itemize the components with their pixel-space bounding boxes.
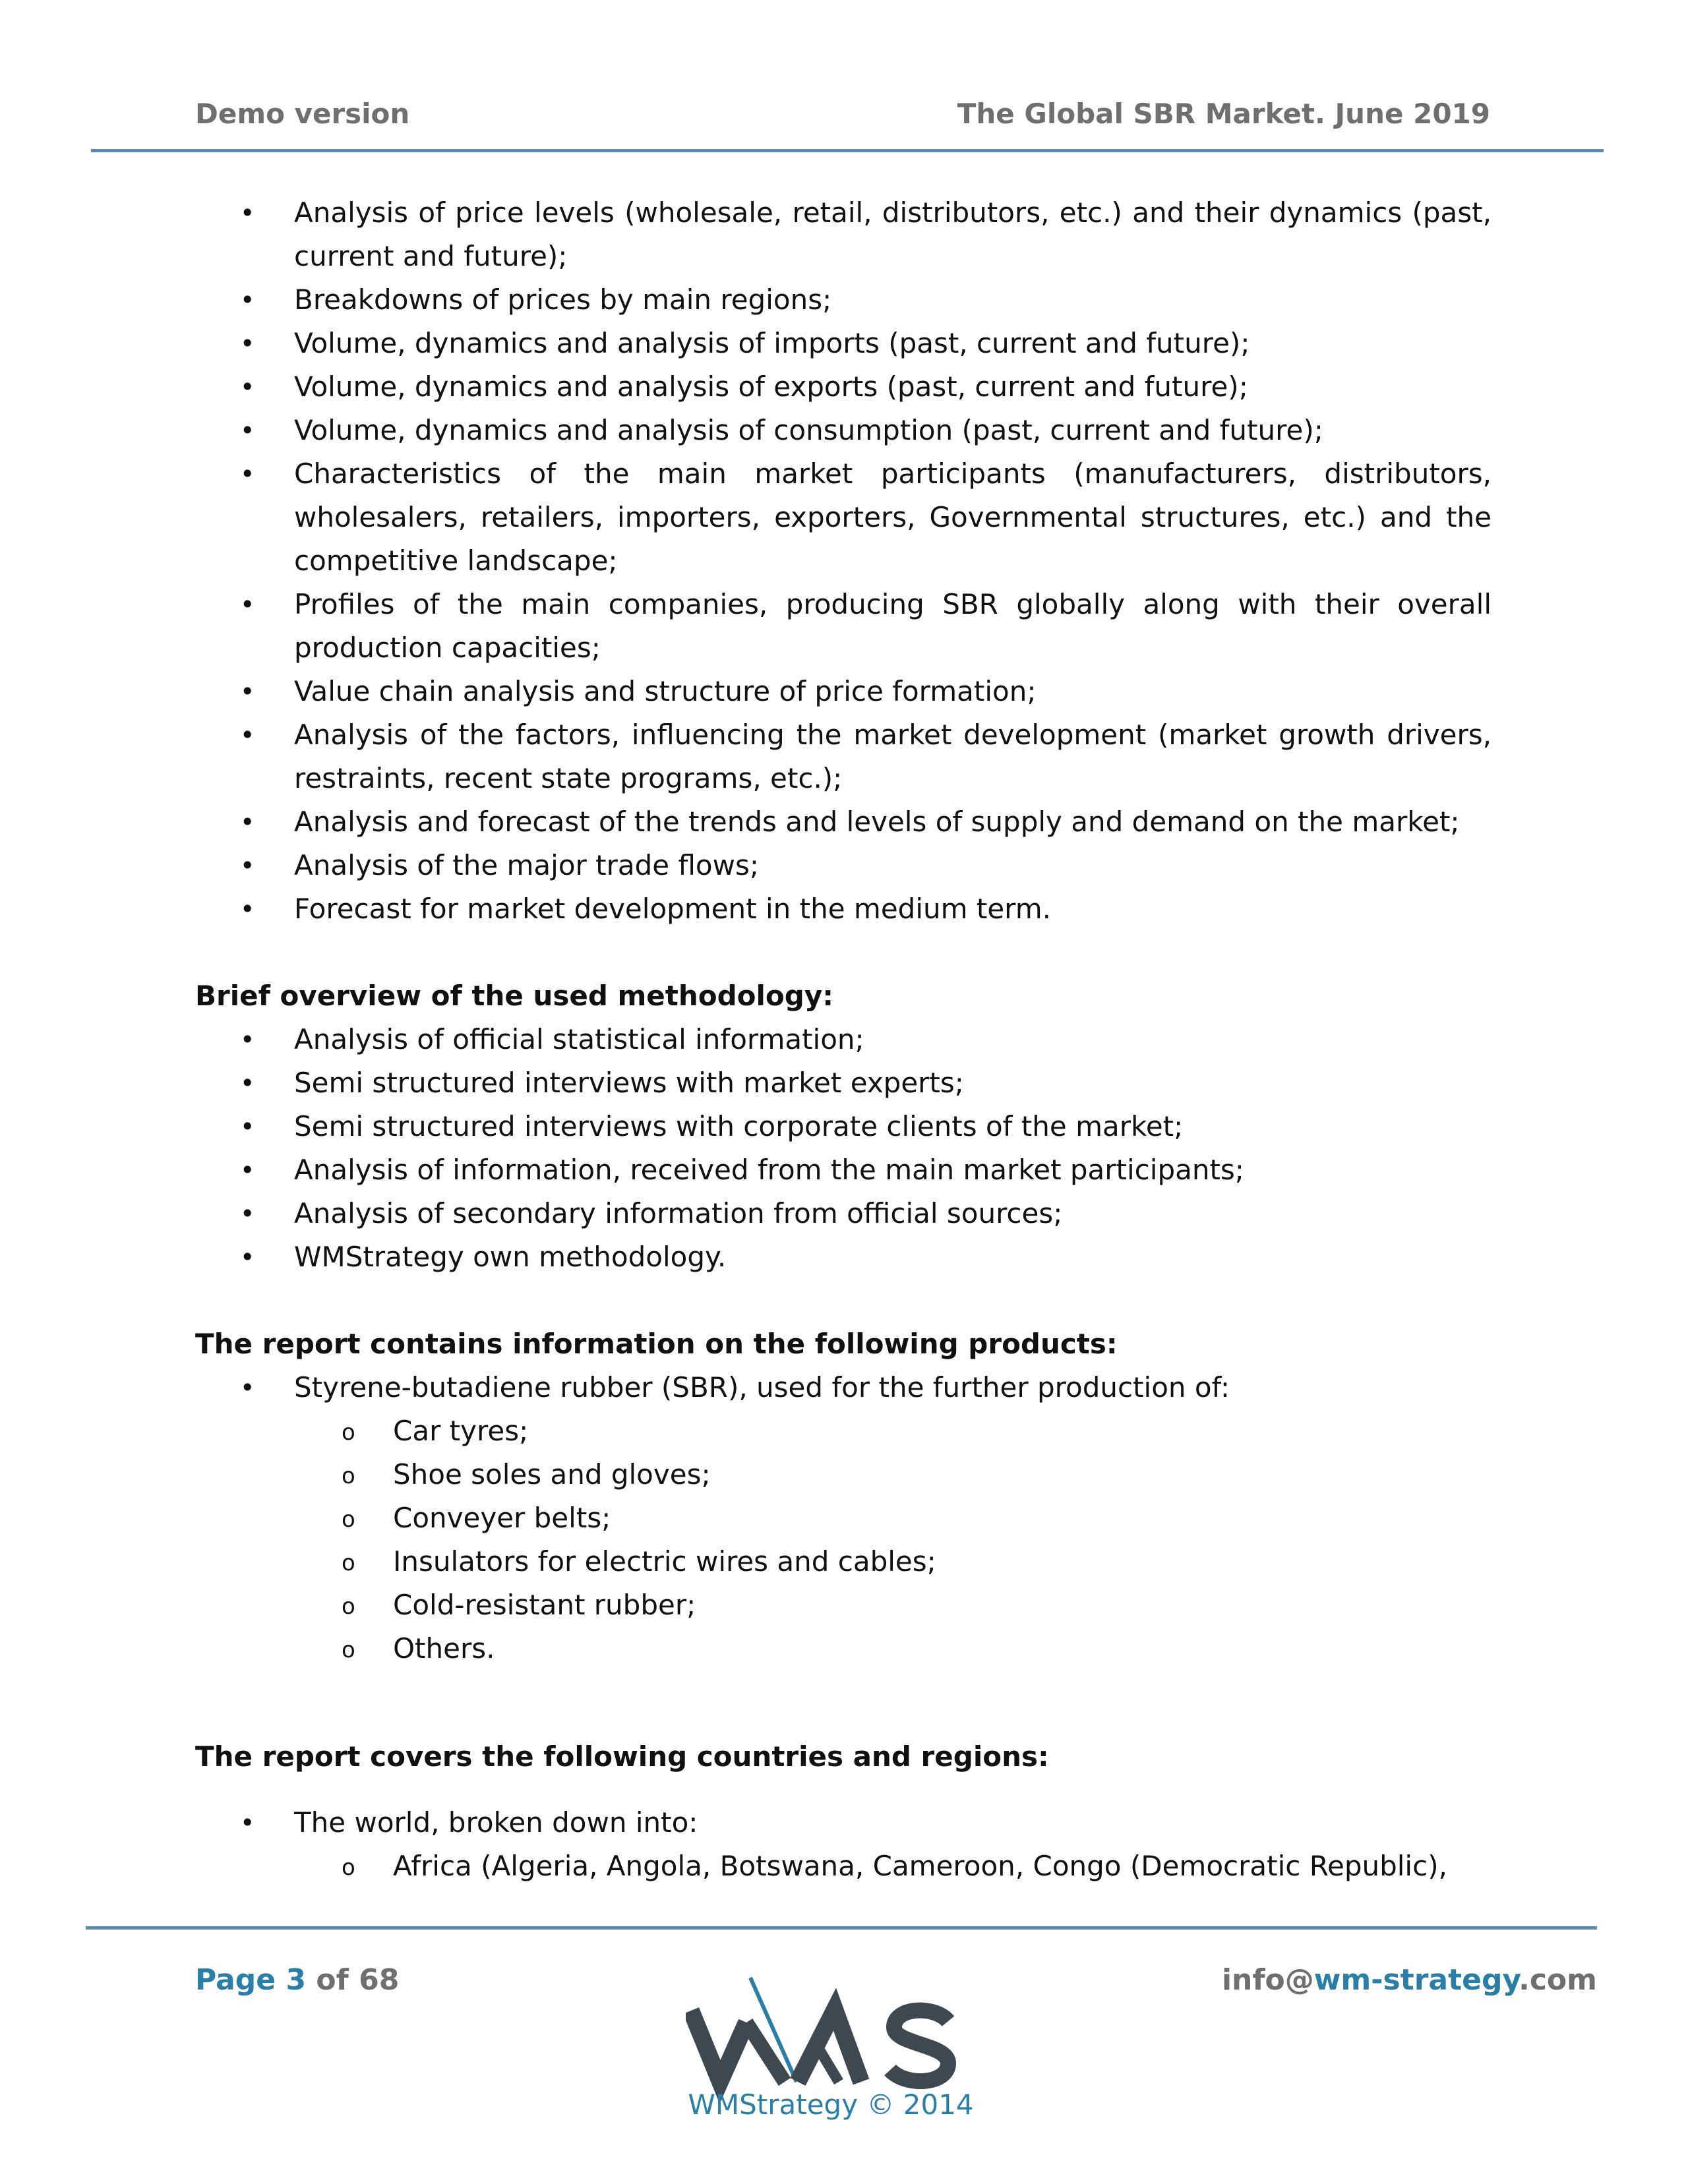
logo-caption: WMStrategy © 2014 <box>688 2088 974 2121</box>
regions-heading: The report covers the following countries and regions: <box>195 1740 1049 1773</box>
email-tld: .com <box>1519 1963 1597 1997</box>
list-item: • Volume, dynamics and analysis of consumption (past, current and future); <box>195 409 1492 452</box>
sub-list-item: o Insulators for electric wires and cables; <box>195 1540 1492 1583</box>
list-item: • Semi structured interviews with corporate clients of the market; <box>195 1105 1492 1148</box>
header-left-label: Demo version <box>195 98 410 130</box>
list-item: • Semi structured interviews with market experts; <box>195 1061 1492 1105</box>
footer-divider <box>86 1926 1597 1930</box>
list-item: • Analysis of secondary information from official sources; <box>195 1192 1492 1235</box>
page-word: Page <box>195 1963 276 1997</box>
list-item: • Analysis of official statistical information; <box>195 1018 1492 1061</box>
sub-list-item: o Cold-resistant rubber; <box>195 1583 1492 1627</box>
sub-list-item: o Car tyres; <box>195 1409 1492 1453</box>
list-item: • Volume, dynamics and analysis of exports (past, current and future); <box>195 365 1492 409</box>
email-domain: wm-strategy <box>1313 1963 1519 1997</box>
document-body <box>195 191 1492 1888</box>
wms-logo-icon <box>686 1971 963 2103</box>
page-total: of 68 <box>316 1963 400 1997</box>
sub-list-item: o Others. <box>195 1627 1492 1670</box>
list-item: • Characteristics of the main market participants (manufacturers, distributors, wholesalers, retailers, importers, exporters, Governmental structures, etc.) and the competitive landscape; <box>195 452 1492 583</box>
header-title: The Global SBR Market. June 2019 <box>957 98 1490 130</box>
list-item: • Analysis of information, received from the main market participants; <box>195 1148 1492 1192</box>
intro-bullet-list <box>195 191 1492 931</box>
sub-list-item: o Conveyer belts; <box>195 1496 1492 1540</box>
list-item: • Analysis of price levels (wholesale, retail, distributors, etc.) and their dynamics (past, current and future); <box>195 191 1492 278</box>
list-item: • The world, broken down into: <box>195 1801 1492 1845</box>
sub-list-item: o Africa (Algeria, Angola, Botswana, Cameroon, Congo (Democratic Republic), <box>195 1845 1492 1888</box>
products-list <box>195 1366 1492 1670</box>
page-number: 3 <box>286 1963 307 1997</box>
list-item: • Value chain analysis and structure of price formation; <box>195 670 1492 713</box>
products-heading: The report contains information on the following products: <box>195 1328 1118 1360</box>
list-item: • Profiles of the main companies, producing SBR globally along with their overall production capacities; <box>195 583 1492 670</box>
list-item: • Forecast for market development in the medium term. <box>195 887 1492 931</box>
page-counter <box>195 1963 399 1997</box>
list-item: • Volume, dynamics and analysis of imports (past, current and future); <box>195 322 1492 365</box>
list-item: • Breakdowns of prices by main regions; <box>195 278 1492 322</box>
regions-list <box>195 1801 1492 1888</box>
header-divider <box>91 149 1604 152</box>
contact-email[interactable] <box>1222 1963 1597 1997</box>
email-user: info@ <box>1221 1963 1314 1997</box>
list-item: • Analysis and forecast of the trends and levels of supply and demand on the market; <box>195 800 1492 844</box>
methodology-list <box>195 1018 1492 1279</box>
list-item: • WMStrategy own methodology. <box>195 1235 1492 1279</box>
list-item: • Analysis of the factors, influencing the market development (market growth drivers, restraints, recent state programs, etc.); <box>195 713 1492 800</box>
methodology-heading: Brief overview of the used methodology: <box>195 980 834 1012</box>
sub-list-item: o Shoe soles and gloves; <box>195 1453 1492 1496</box>
list-item: • Styrene-butadiene rubber (SBR), used for the further production of: <box>195 1366 1492 1409</box>
list-item: • Analysis of the major trade flows; <box>195 844 1492 887</box>
